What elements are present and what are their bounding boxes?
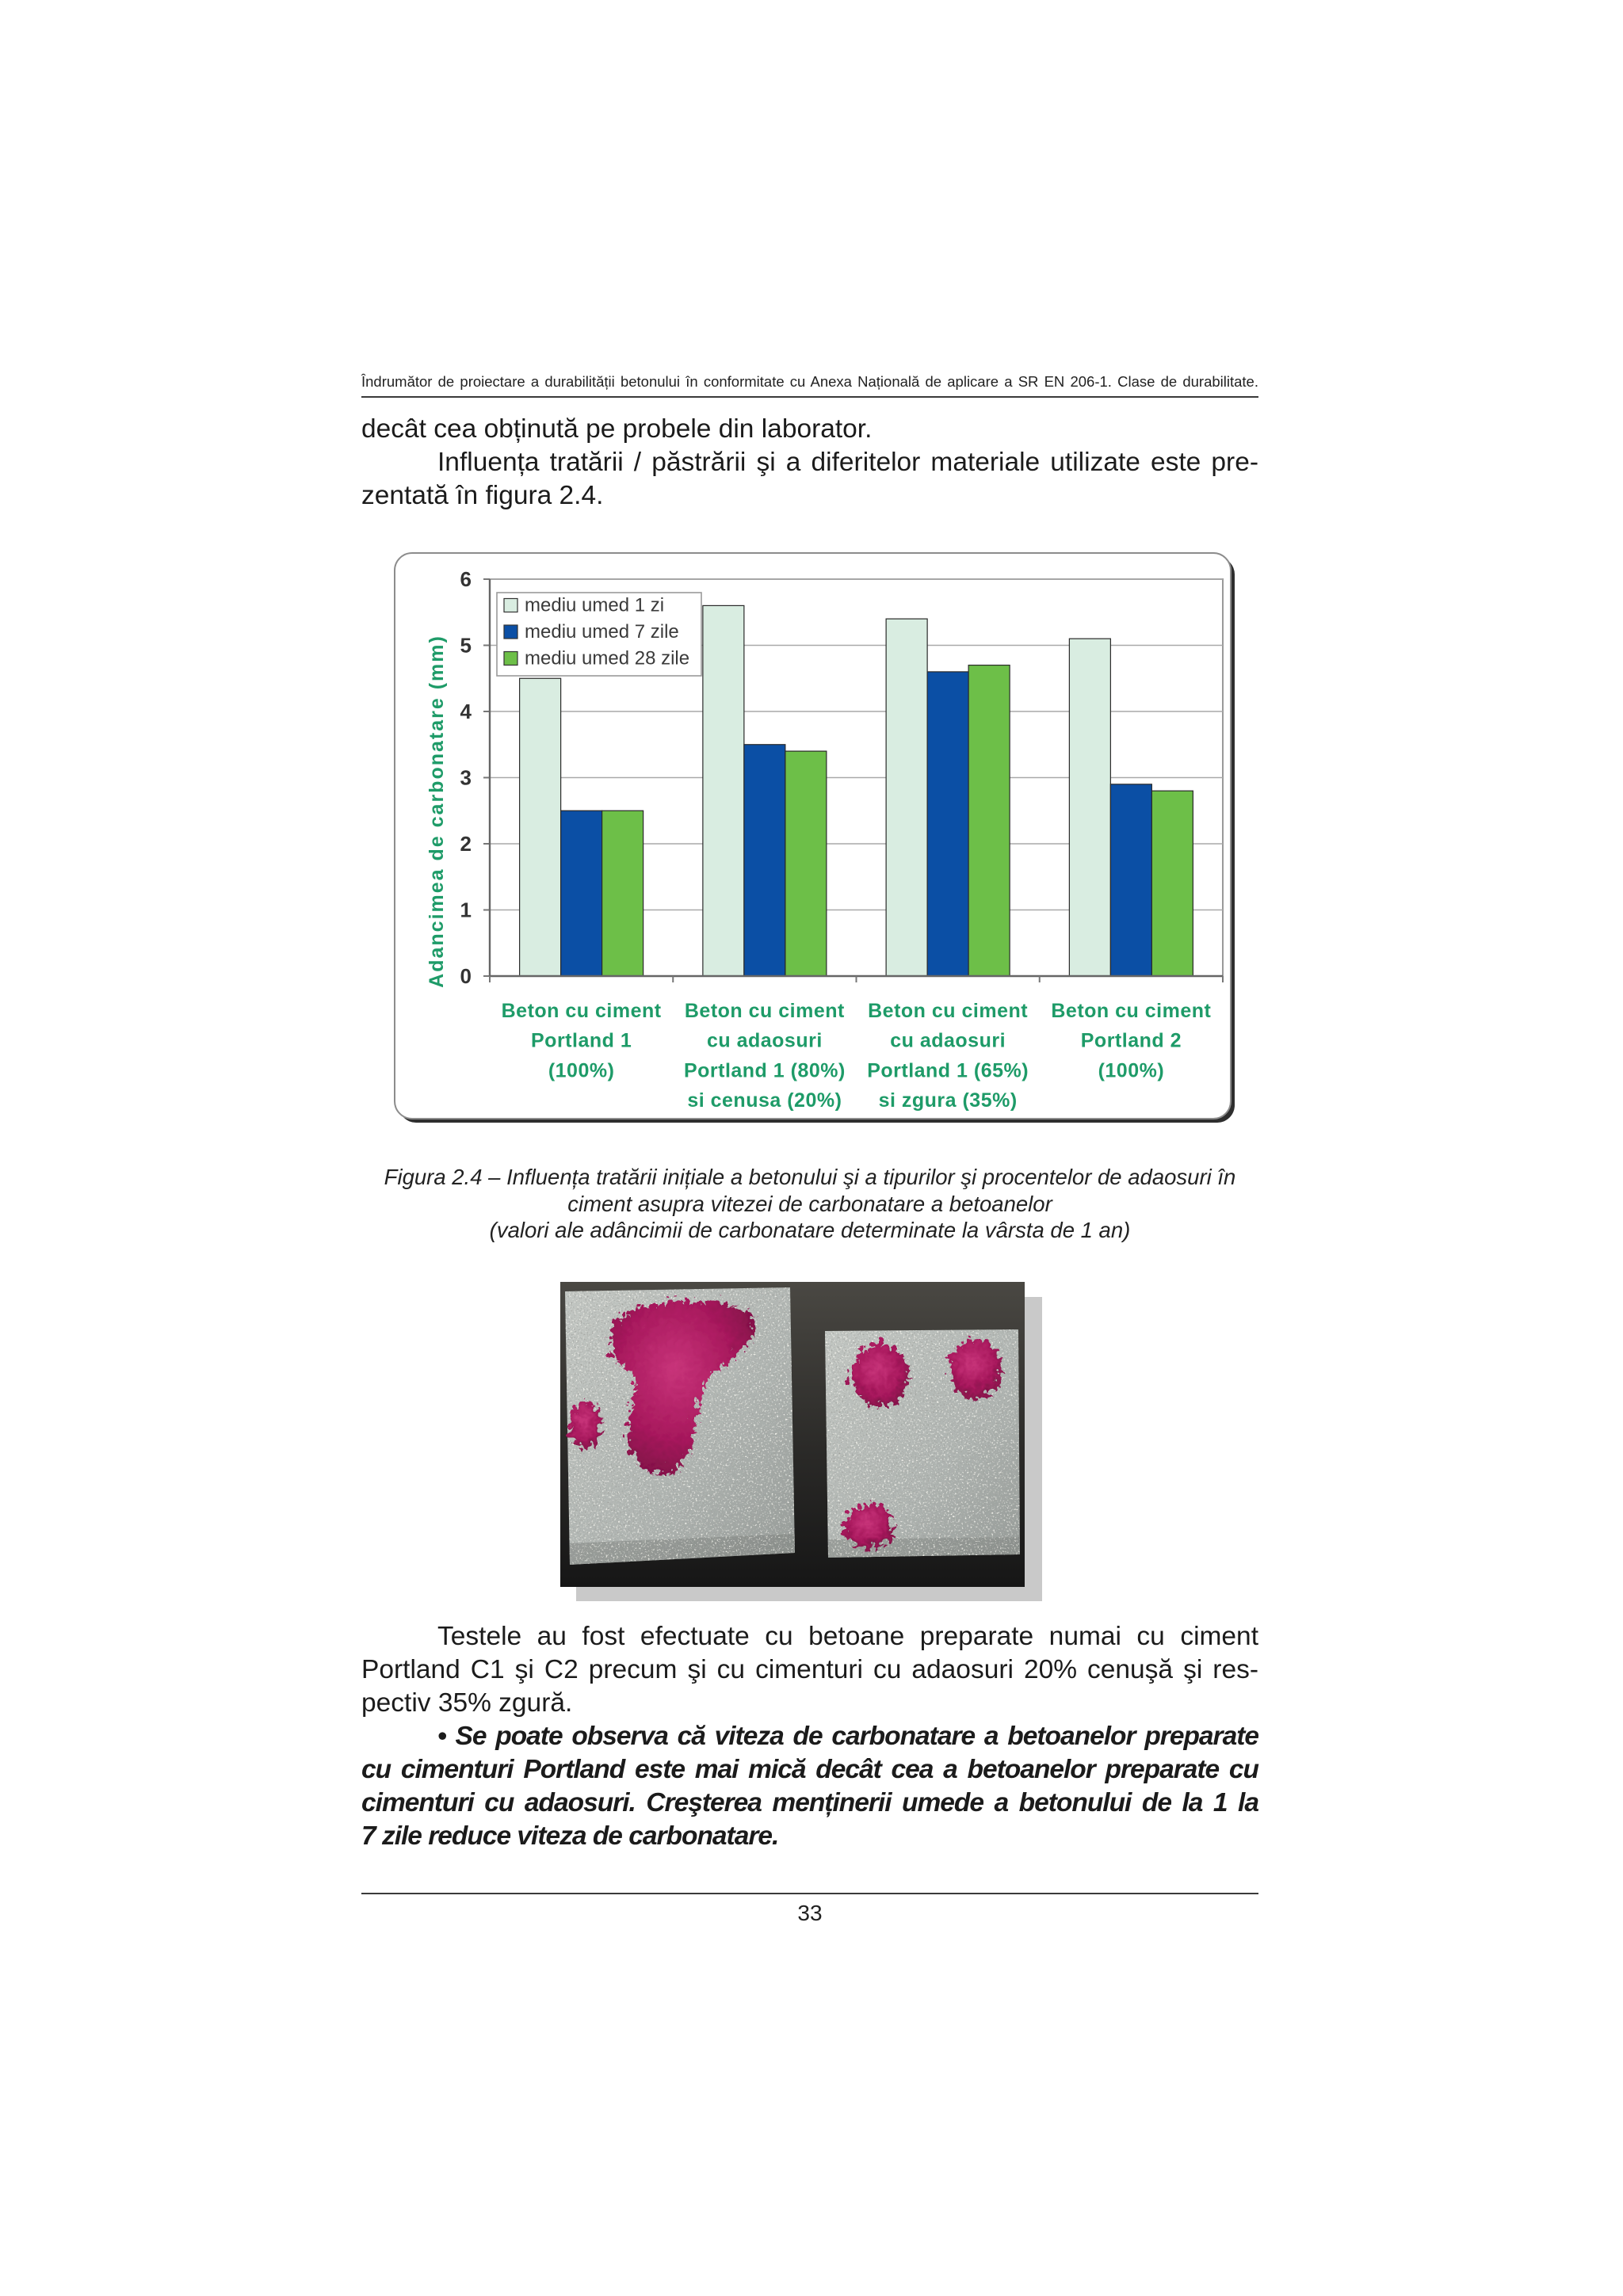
y-tick-label: 2 xyxy=(460,832,472,856)
header-rule xyxy=(361,396,1258,398)
running-header: Îndrumător de proiectare a durabilității betonului în conformitate cu Anexa Națională de aplicare a SR EN 206-1. Clase de durabilitate. xyxy=(361,373,1258,390)
stain-right-bottom xyxy=(839,1501,890,1545)
y-tick-label: 6 xyxy=(460,567,472,591)
category-label-line: si zgura (35%) xyxy=(878,1089,1018,1112)
legend-label: mediu umed 1 zi xyxy=(525,594,665,616)
footer-rule xyxy=(361,1893,1258,1894)
body-line: Portland C1 şi C2 precum şi cu cimenturi cu adaosuri 20% cenuşă şi res- xyxy=(361,1655,1258,1684)
legend-swatch xyxy=(504,652,517,666)
stain-right-top-2 xyxy=(944,1334,998,1394)
caption-line: (valori ale adâncimii de carbonatare determinate la vârsta de 1 an) xyxy=(489,1218,1131,1242)
category-label-line: Beton cu ciment xyxy=(501,1000,662,1022)
stain-small-left xyxy=(565,1397,597,1444)
conclusion-line: • Se poate observa că viteza de carbonatare a betoanelor preparate xyxy=(437,1722,1258,1751)
category-label-line: si cenusa (20%) xyxy=(687,1089,842,1112)
category-label-line: (100%) xyxy=(1098,1059,1165,1082)
y-tick-label: 0 xyxy=(460,964,472,988)
legend-swatch xyxy=(504,599,517,612)
bar xyxy=(1069,639,1110,976)
bar xyxy=(927,672,968,976)
legend-swatch xyxy=(504,625,517,639)
figure-caption xyxy=(361,1164,1258,1244)
y-tick-label: 4 xyxy=(460,700,472,723)
y-tick-label: 5 xyxy=(460,633,472,658)
bar xyxy=(703,605,744,976)
bar xyxy=(744,745,785,976)
y-axis-label: Adancimea de carbonatare (mm) xyxy=(426,635,448,988)
caption-line: Figura 2.4 – Influența tratării inițiale a betonului şi a tipurilor şi procentelor de adaosuri în xyxy=(384,1165,1236,1189)
bar xyxy=(968,666,1010,976)
intro-line: zentată în figura 2.4. xyxy=(361,481,604,510)
body-paragraphs xyxy=(361,1620,1258,1853)
intro-paragraph xyxy=(361,413,1258,513)
bar xyxy=(1151,791,1193,976)
category-label-line: Beton cu ciment xyxy=(868,1000,1029,1022)
carbonation-depth-chart xyxy=(394,552,1232,1119)
y-tick-label: 1 xyxy=(460,898,472,922)
bar xyxy=(602,810,643,976)
body-line: Testele au fost efectuate cu betoane preparate numai cu ciment xyxy=(437,1622,1258,1651)
page-number: 33 xyxy=(797,1901,823,1925)
concrete-samples-photo xyxy=(560,1282,1025,1587)
intro-line: decât cea obținută pe probele din laborator. xyxy=(361,414,873,444)
bar xyxy=(785,751,827,976)
caption-line: ciment asupra vitezei de carbonatare a betoanelor xyxy=(567,1191,1052,1216)
category-label-line: cu adaosuri xyxy=(706,1029,823,1052)
body-line: pectiv 35% zgură. xyxy=(361,1688,573,1718)
stain-right-top-1 xyxy=(847,1339,904,1402)
category-label-line: cu adaosuri xyxy=(890,1029,1006,1052)
conclusion-line: 7 zile reduce viteza de carbonatare. xyxy=(361,1821,779,1851)
category-label-line: Beton cu ciment xyxy=(684,1000,845,1022)
bar xyxy=(520,678,561,976)
bar xyxy=(886,619,927,976)
category-label-line: Portland 1 xyxy=(531,1029,632,1052)
category-label-line: Portland 2 xyxy=(1080,1029,1182,1052)
intro-line: Influența tratării / păstrării şi a diferitelor materiale utilizate este pre- xyxy=(437,448,1258,477)
conclusion-line: cimenturi cu adaosuri. Creşterea menținerii umede a betonului de la 1 la xyxy=(361,1788,1258,1817)
category-label-line: (100%) xyxy=(548,1059,615,1082)
bar xyxy=(561,810,602,976)
legend-label: mediu umed 7 zile xyxy=(525,621,679,643)
conclusion-line: cu cimenturi Portland este mai mică decât cea a betoanelor preparate cu xyxy=(361,1755,1258,1784)
legend-label: mediu umed 28 zile xyxy=(525,647,690,669)
y-tick-label: 3 xyxy=(460,765,472,790)
category-label-line: Portland 1 (80%) xyxy=(683,1059,846,1082)
bar xyxy=(1110,784,1151,976)
category-label-line: Beton cu ciment xyxy=(1051,1000,1212,1022)
category-label-line: Portland 1 (65%) xyxy=(867,1059,1029,1082)
